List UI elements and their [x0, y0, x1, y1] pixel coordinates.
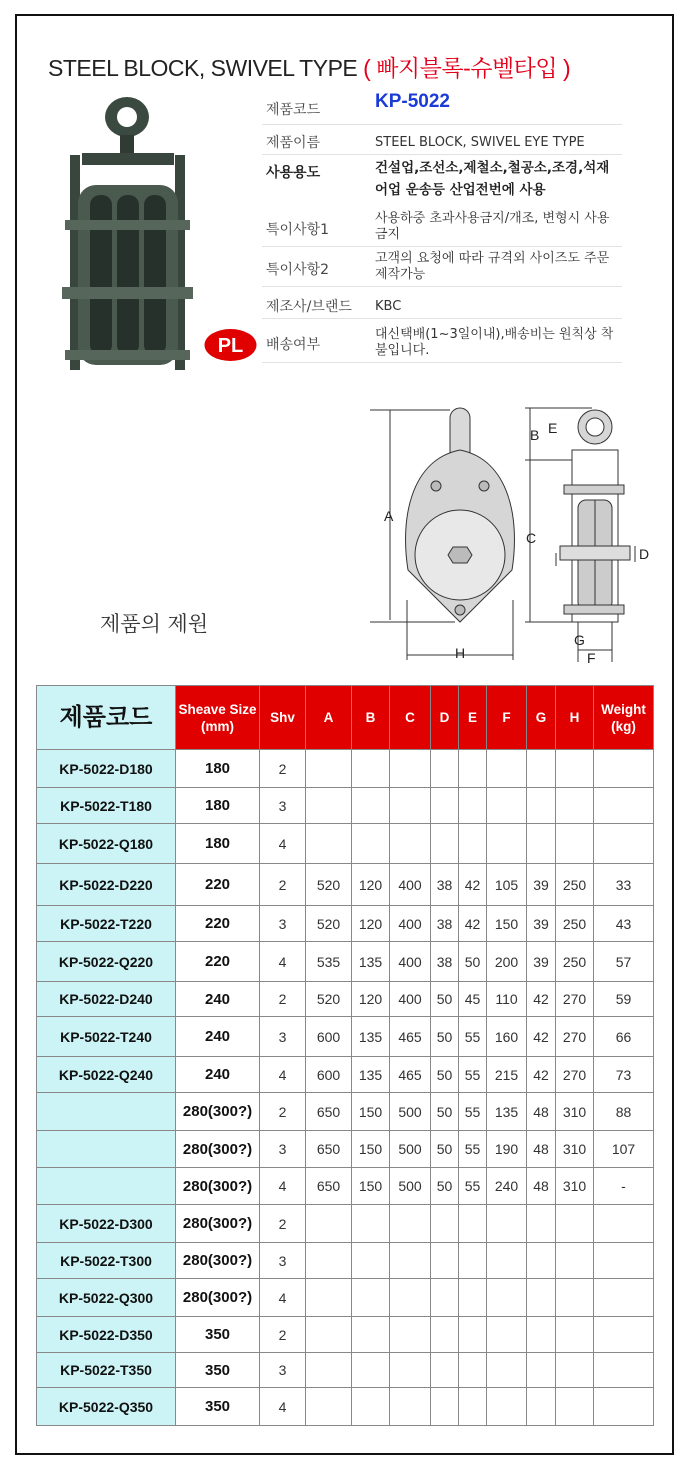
- table-cell: 400: [390, 864, 431, 906]
- page-title: [48, 50, 570, 83]
- table-cell: [431, 1353, 459, 1388]
- table-cell: [352, 1279, 390, 1317]
- product-code: KP-5022: [375, 91, 450, 112]
- spec-section-label: 제품의 제원: [100, 612, 209, 636]
- shipping: 대신택배(1~3일이내),배송비는 원칙상 착불입니다.: [375, 327, 614, 358]
- table-cell: 42: [527, 982, 556, 1017]
- table-cell: [527, 1388, 556, 1426]
- info-label: 제품이름: [266, 135, 321, 151]
- table-cell: [459, 824, 487, 864]
- table-body: [37, 750, 654, 1426]
- table-cell: 280(300?): [176, 1205, 260, 1243]
- product-code-cell: KP-5022-D350: [37, 1317, 176, 1353]
- product-code-cell: KP-5022-D180: [37, 750, 176, 788]
- table-cell: [459, 1388, 487, 1426]
- product-code-cell: KP-5022-Q300: [37, 1279, 176, 1317]
- table-cell: 180: [176, 750, 260, 788]
- table-cell: 150: [487, 906, 527, 942]
- dimension-diagram: [360, 400, 660, 670]
- table-cell: [527, 788, 556, 824]
- table-cell: 310: [556, 1131, 594, 1168]
- table-cell: 48: [527, 1093, 556, 1131]
- table-cell: [487, 1317, 527, 1353]
- table-cell: 43: [594, 906, 654, 942]
- table-cell: 535: [306, 942, 352, 982]
- product-code-cell: KP-5022-T350: [37, 1353, 176, 1388]
- table-row: [37, 942, 654, 982]
- table-cell: 250: [556, 906, 594, 942]
- table-cell: [459, 1317, 487, 1353]
- table-cell: 160: [487, 1017, 527, 1057]
- dim-label-e: E: [548, 420, 558, 436]
- table-cell: 350: [176, 1317, 260, 1353]
- table-cell: 400: [390, 906, 431, 942]
- table-cell: 650: [306, 1131, 352, 1168]
- title-kr: ( 빠지블록-슈벨타입 ): [363, 55, 571, 81]
- table-cell: [487, 1205, 527, 1243]
- table-cell: 2: [260, 1317, 306, 1353]
- table-cell: 2: [260, 864, 306, 906]
- table-cell: 270: [556, 982, 594, 1017]
- table-cell: 105: [487, 864, 527, 906]
- table-cell: 4: [260, 824, 306, 864]
- spec-table: [36, 685, 654, 1426]
- table-cell: [487, 824, 527, 864]
- table-cell: 3: [260, 788, 306, 824]
- table-cell: 250: [556, 942, 594, 982]
- table-cell: [487, 1279, 527, 1317]
- table-row: [37, 1017, 654, 1057]
- table-cell: [352, 750, 390, 788]
- table-cell: [390, 1243, 431, 1279]
- table-cell: [352, 1353, 390, 1388]
- table-cell: 600: [306, 1057, 352, 1093]
- table-cell: [306, 1279, 352, 1317]
- table-cell: 107: [594, 1131, 654, 1168]
- table-cell: 45: [459, 982, 487, 1017]
- product-code-cell: [37, 1131, 176, 1168]
- product-code-cell: KP-5022-D220: [37, 864, 176, 906]
- table-cell: [594, 1353, 654, 1388]
- table-cell: [556, 788, 594, 824]
- table-cell: [431, 1317, 459, 1353]
- table-cell: 3: [260, 1131, 306, 1168]
- table-cell: 38: [431, 864, 459, 906]
- table-cell: 55: [459, 1093, 487, 1131]
- table-cell: 135: [352, 942, 390, 982]
- table-cell: 39: [527, 942, 556, 982]
- table-cell: [556, 1243, 594, 1279]
- table-cell: [352, 824, 390, 864]
- table-cell: [556, 824, 594, 864]
- table-cell: 400: [390, 942, 431, 982]
- table-row: [37, 864, 654, 906]
- table-cell: [352, 1388, 390, 1426]
- table-cell: [527, 1353, 556, 1388]
- table-cell: 135: [352, 1017, 390, 1057]
- info-label: 제품코드: [266, 102, 321, 118]
- header-e: E: [459, 686, 487, 750]
- header-b: B: [352, 686, 390, 750]
- product-code-cell: KP-5022-Q350: [37, 1388, 176, 1426]
- product-code-cell: KP-5022-Q220: [37, 942, 176, 982]
- product-photo: [60, 95, 195, 375]
- table-cell: [459, 1205, 487, 1243]
- table-cell: [352, 1243, 390, 1279]
- table-cell: 465: [390, 1017, 431, 1057]
- table-cell: 465: [390, 1057, 431, 1093]
- table-cell: 110: [487, 982, 527, 1017]
- table-row: [37, 824, 654, 864]
- table-cell: 59: [594, 982, 654, 1017]
- dim-label-f: F: [587, 650, 596, 666]
- table-cell: 4: [260, 1388, 306, 1426]
- table-cell: 120: [352, 982, 390, 1017]
- table-row: [37, 1205, 654, 1243]
- table-cell: [487, 788, 527, 824]
- table-cell: [527, 1205, 556, 1243]
- header-code: 제품코드: [37, 686, 176, 750]
- table-cell: 42: [459, 864, 487, 906]
- header-a: A: [306, 686, 352, 750]
- table-row: [37, 750, 654, 788]
- table-cell: 50: [431, 1093, 459, 1131]
- table-cell: 33: [594, 864, 654, 906]
- table-cell: [306, 824, 352, 864]
- table-cell: [431, 1205, 459, 1243]
- header-weight: Weight (kg): [594, 686, 654, 750]
- dim-label-a: A: [384, 508, 394, 524]
- table-cell: 220: [176, 942, 260, 982]
- table-cell: [527, 1317, 556, 1353]
- table-cell: [459, 1353, 487, 1388]
- table-cell: 4: [260, 1057, 306, 1093]
- info-row-usage: [262, 156, 622, 206]
- table-cell: 42: [527, 1017, 556, 1057]
- table-cell: 220: [176, 906, 260, 942]
- table-cell: [594, 788, 654, 824]
- info-label: 사용용도: [266, 165, 321, 181]
- table-cell: [459, 750, 487, 788]
- product-code-cell: [37, 1093, 176, 1131]
- table-cell: 88: [594, 1093, 654, 1131]
- table-cell: 200: [487, 942, 527, 982]
- table-row: [37, 1131, 654, 1168]
- info-row-name: [262, 126, 622, 155]
- table-cell: [459, 788, 487, 824]
- table-cell: 270: [556, 1057, 594, 1093]
- product-code-cell: KP-5022-T220: [37, 906, 176, 942]
- table-cell: 310: [556, 1093, 594, 1131]
- table-cell: 39: [527, 864, 556, 906]
- table-cell: [352, 1205, 390, 1243]
- table-cell: [487, 1243, 527, 1279]
- table-cell: [390, 1205, 431, 1243]
- table-cell: [352, 1317, 390, 1353]
- table-cell: 350: [176, 1388, 260, 1426]
- table-cell: 240: [487, 1168, 527, 1205]
- table-cell: 310: [556, 1168, 594, 1205]
- table-cell: 55: [459, 1131, 487, 1168]
- table-row: [37, 906, 654, 942]
- table-cell: 240: [176, 1057, 260, 1093]
- table-cell: [527, 1243, 556, 1279]
- table-cell: 280(300?): [176, 1279, 260, 1317]
- table-cell: [390, 1317, 431, 1353]
- table-cell: 120: [352, 906, 390, 942]
- table-row: [37, 1353, 654, 1388]
- header-g: G: [527, 686, 556, 750]
- table-cell: [431, 824, 459, 864]
- table-cell: 220: [176, 864, 260, 906]
- table-cell: 150: [352, 1168, 390, 1205]
- table-cell: [390, 1353, 431, 1388]
- table-cell: [556, 1388, 594, 1426]
- info-row-shipping: [262, 324, 622, 363]
- table-cell: 500: [390, 1093, 431, 1131]
- table-cell: 50: [431, 1017, 459, 1057]
- table-cell: 500: [390, 1131, 431, 1168]
- table-cell: [556, 750, 594, 788]
- table-cell: [594, 824, 654, 864]
- table-cell: 3: [260, 1353, 306, 1388]
- pl-badge-text: PL: [217, 335, 244, 357]
- table-cell: 150: [352, 1093, 390, 1131]
- table-cell: [390, 824, 431, 864]
- table-cell: [487, 1388, 527, 1426]
- product-code-cell: KP-5022-T300: [37, 1243, 176, 1279]
- note-1: 사용하중 초과사용금지/개조, 변형시 사용금지: [375, 211, 610, 242]
- table-cell: 240: [176, 982, 260, 1017]
- title-en: STEEL BLOCK, SWIVEL TYPE: [48, 55, 358, 81]
- table-cell: 42: [527, 1057, 556, 1093]
- info-row-note2: [262, 248, 622, 287]
- table-cell: 500: [390, 1168, 431, 1205]
- table-row: [37, 1279, 654, 1317]
- table-cell: [431, 788, 459, 824]
- table-cell: 3: [260, 906, 306, 942]
- table-cell: 50: [431, 1168, 459, 1205]
- table-cell: 240: [176, 1017, 260, 1057]
- dim-label-c: C: [526, 530, 537, 546]
- table-cell: 3: [260, 1017, 306, 1057]
- dim-label-d: D: [639, 546, 650, 562]
- header-h: H: [556, 686, 594, 750]
- table-cell: 57: [594, 942, 654, 982]
- table-cell: [556, 1353, 594, 1388]
- dim-label-h: H: [455, 645, 466, 661]
- table-cell: 180: [176, 824, 260, 864]
- table-cell: [594, 1388, 654, 1426]
- table-cell: 280(300?): [176, 1131, 260, 1168]
- table-row: [37, 1168, 654, 1205]
- table-row: [37, 1057, 654, 1093]
- table-cell: [306, 750, 352, 788]
- table-cell: 350: [176, 1353, 260, 1388]
- header-shv: Shv: [260, 686, 306, 750]
- table-cell: 42: [459, 906, 487, 942]
- table-row: [37, 1317, 654, 1353]
- table-cell: 280(300?): [176, 1168, 260, 1205]
- table-cell: [487, 750, 527, 788]
- header-c: C: [390, 686, 431, 750]
- info-row-note1: [262, 208, 622, 247]
- table-cell: 135: [487, 1093, 527, 1131]
- table-cell: 48: [527, 1168, 556, 1205]
- product-code-cell: KP-5022-Q240: [37, 1057, 176, 1093]
- info-row-code: [262, 92, 622, 125]
- table-cell: [459, 1279, 487, 1317]
- header-sheave: Sheave Size (mm): [176, 686, 260, 750]
- table-cell: -: [594, 1168, 654, 1205]
- product-code-cell: [37, 1168, 176, 1205]
- table-cell: [306, 1317, 352, 1353]
- table-cell: 50: [431, 1057, 459, 1093]
- table-cell: 73: [594, 1057, 654, 1093]
- table-row: [37, 1093, 654, 1131]
- table-cell: 400: [390, 982, 431, 1017]
- info-label: 특이사항1: [266, 222, 330, 238]
- table-cell: [594, 1205, 654, 1243]
- table-cell: [390, 788, 431, 824]
- table-cell: [431, 1243, 459, 1279]
- product-name: STEEL BLOCK, SWIVEL EYE TYPE: [375, 135, 585, 150]
- dim-label-b: B: [530, 427, 540, 443]
- table-cell: [390, 1388, 431, 1426]
- table-cell: [306, 1243, 352, 1279]
- table-row: [37, 1243, 654, 1279]
- table-cell: 48: [527, 1131, 556, 1168]
- product-code-cell: KP-5022-T240: [37, 1017, 176, 1057]
- info-label: 배송여부: [266, 337, 321, 353]
- table-cell: 180: [176, 788, 260, 824]
- product-code-cell: KP-5022-Q180: [37, 824, 176, 864]
- table-cell: 2: [260, 982, 306, 1017]
- table-cell: 520: [306, 864, 352, 906]
- table-cell: 2: [260, 1205, 306, 1243]
- table-cell: [306, 1205, 352, 1243]
- table-cell: [459, 1243, 487, 1279]
- table-cell: 650: [306, 1168, 352, 1205]
- table-cell: 215: [487, 1057, 527, 1093]
- table-cell: 4: [260, 942, 306, 982]
- note-2: 고객의 요청에 따라 규격외 사이즈도 주문제작가능: [375, 251, 610, 282]
- table-cell: 3: [260, 1243, 306, 1279]
- product-code-cell: KP-5022-D300: [37, 1205, 176, 1243]
- table-cell: 38: [431, 906, 459, 942]
- table-cell: 280(300?): [176, 1093, 260, 1131]
- table-cell: 120: [352, 864, 390, 906]
- table-cell: 50: [431, 982, 459, 1017]
- table-cell: [594, 750, 654, 788]
- table-cell: [431, 750, 459, 788]
- table-cell: 520: [306, 982, 352, 1017]
- table-cell: [594, 1279, 654, 1317]
- table-cell: 270: [556, 1017, 594, 1057]
- product-usage: 건설업,조선소,제철소,철공소,조경,석재 어업 운송등 산업전번에 사용: [375, 160, 610, 198]
- table-cell: [390, 750, 431, 788]
- header-d: D: [431, 686, 459, 750]
- table-cell: [527, 824, 556, 864]
- maker: KBC: [375, 299, 402, 314]
- table-cell: [594, 1243, 654, 1279]
- table-cell: 50: [431, 1131, 459, 1168]
- table-cell: 50: [459, 942, 487, 982]
- table-cell: [527, 750, 556, 788]
- product-code-cell: KP-5022-D240: [37, 982, 176, 1017]
- table-cell: [556, 1205, 594, 1243]
- table-cell: [556, 1317, 594, 1353]
- table-cell: 250: [556, 864, 594, 906]
- table-cell: [527, 1279, 556, 1317]
- pl-badge: [203, 327, 258, 363]
- table-row: [37, 982, 654, 1017]
- table-cell: 66: [594, 1017, 654, 1057]
- info-row-maker: [262, 290, 622, 319]
- info-label: 특이사항2: [266, 262, 330, 278]
- table-cell: 280(300?): [176, 1243, 260, 1279]
- table-cell: [306, 1353, 352, 1388]
- table-cell: 150: [352, 1131, 390, 1168]
- header-f: F: [487, 686, 527, 750]
- table-cell: [390, 1279, 431, 1317]
- table-cell: 55: [459, 1168, 487, 1205]
- table-cell: [352, 788, 390, 824]
- table-cell: 55: [459, 1057, 487, 1093]
- table-cell: 600: [306, 1017, 352, 1057]
- table-cell: 2: [260, 1093, 306, 1131]
- dim-label-g: G: [574, 632, 585, 648]
- table-cell: 520: [306, 906, 352, 942]
- table-header-row: [37, 686, 654, 750]
- table-cell: 39: [527, 906, 556, 942]
- table-cell: 55: [459, 1017, 487, 1057]
- table-cell: [306, 1388, 352, 1426]
- table-cell: [556, 1279, 594, 1317]
- table-cell: [431, 1279, 459, 1317]
- table-cell: 135: [352, 1057, 390, 1093]
- table-cell: 4: [260, 1168, 306, 1205]
- table-cell: 38: [431, 942, 459, 982]
- table-cell: [306, 788, 352, 824]
- info-label: 제조사/브랜드: [266, 299, 352, 315]
- table-cell: [487, 1353, 527, 1388]
- table-row: [37, 788, 654, 824]
- product-code-cell: KP-5022-T180: [37, 788, 176, 824]
- table-cell: 2: [260, 750, 306, 788]
- table-cell: [594, 1317, 654, 1353]
- table-row: [37, 1388, 654, 1426]
- table-cell: [431, 1388, 459, 1426]
- table-cell: 190: [487, 1131, 527, 1168]
- table-cell: 650: [306, 1093, 352, 1131]
- table-cell: 4: [260, 1279, 306, 1317]
